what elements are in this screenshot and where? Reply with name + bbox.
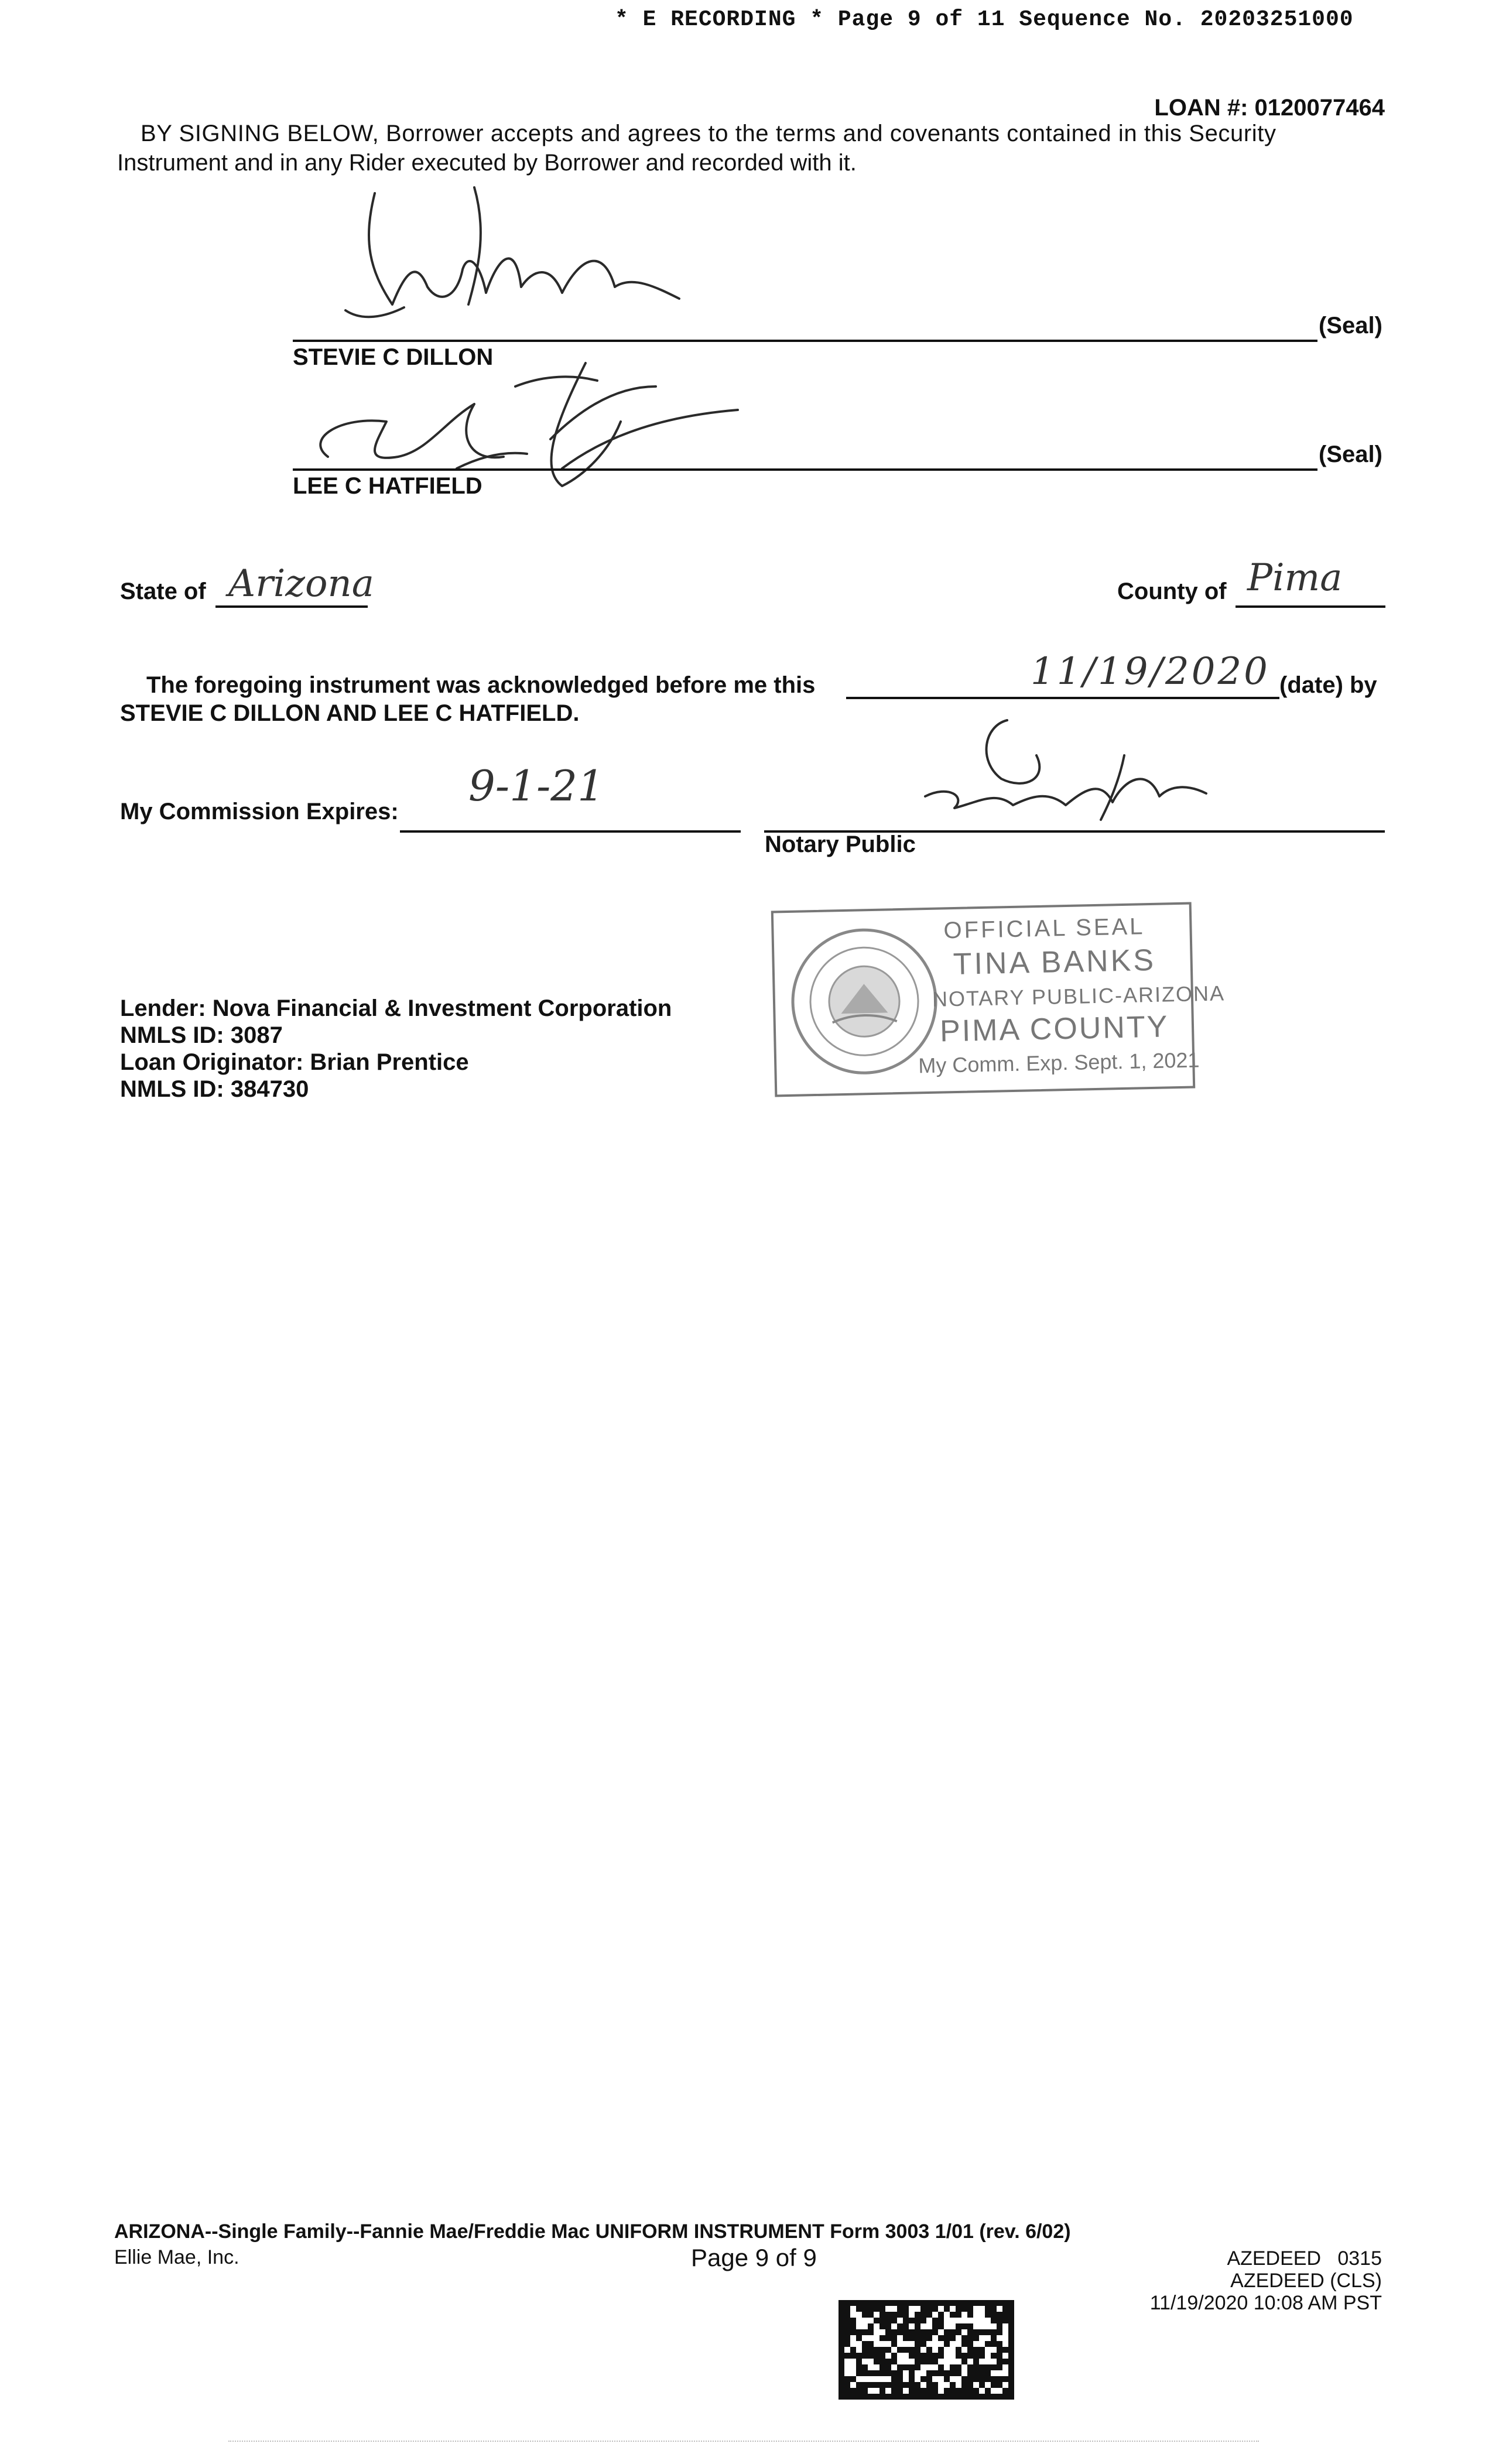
lender-nmls: NMLS ID: 3087: [120, 1022, 283, 1048]
county-label: County of: [1117, 579, 1227, 604]
commission-label: My Commission Expires:: [120, 799, 399, 824]
borrower-2-signature-line: [293, 468, 1317, 471]
acknowledgment-names: STEVIE C DILLON AND LEE C HATFIELD.: [120, 700, 580, 726]
footer-timestamp: 11/19/2020 10:08 AM PST: [1149, 2292, 1382, 2314]
acknowledgment-suffix: (date) by: [1279, 672, 1377, 698]
signing-paragraph-line1: BY SIGNING BELOW, Borrower accepts and agrees to the terms and covenants contained in this Security: [141, 121, 1276, 146]
acknowledgment-date: 11/19/2020: [1031, 650, 1270, 693]
acknowledgment-prefix: The foregoing instrument was acknowledged before me this: [146, 672, 816, 698]
footer-page-number: Page 9 of 9: [691, 2244, 817, 2271]
acknowledgment-date-line: [846, 697, 1279, 699]
borrower-1-seal: (Seal): [1319, 313, 1382, 338]
seal-line-county: PIMA COUNTY: [939, 1009, 1169, 1049]
state-value: Arizona: [228, 562, 374, 605]
lender-name: Lender: Nova Financial & Investment Corporation: [120, 995, 672, 1021]
notary-label: Notary Public: [765, 831, 916, 857]
borrower-2-signature: [293, 351, 820, 492]
notary-seal: [771, 902, 1226, 1097]
footer-publisher: Ellie Mae, Inc.: [114, 2246, 239, 2268]
seal-line-name: TINA BANKS: [953, 943, 1156, 982]
notary-signature: [913, 709, 1241, 826]
document-barcode: [839, 2300, 1014, 2400]
state-underline: [215, 605, 368, 608]
commission-underline: [400, 830, 741, 833]
seal-line-official: OFFICIAL SEAL: [943, 913, 1145, 944]
county-underline: [1236, 605, 1385, 608]
originator-nmls: NMLS ID: 384730: [120, 1076, 309, 1102]
loan-number: LOAN #: 0120077464: [1154, 95, 1385, 121]
borrower-1-signature: [328, 170, 773, 334]
footer-form-title: ARIZONA--Single Family--Fannie Mae/Freddie Mac UNIFORM INSTRUMENT Form 3003 1/01 (rev. 6/02): [114, 2220, 1071, 2243]
borrower-1-name: STEVIE C DILLON: [293, 344, 494, 370]
state-label: State of: [120, 579, 206, 604]
borrower-2-seal: (Seal): [1319, 442, 1382, 467]
scan-artifact-line: [228, 2441, 1259, 2442]
seal-line-title: NOTARY PUBLIC-ARIZONA: [932, 981, 1226, 1011]
borrower-1-signature-line: [293, 340, 1317, 342]
footer-code-1: AZEDEED 0315: [1227, 2247, 1382, 2270]
recording-header: * E RECORDING * Page 9 of 11 Sequence No. 20203251000: [615, 7, 1354, 32]
seal-line-expiry: My Comm. Exp. Sept. 1, 2021: [918, 1048, 1200, 1078]
borrower-2-name: LEE C HATFIELD: [293, 473, 482, 499]
loan-originator: Loan Originator: Brian Prentice: [120, 1049, 469, 1075]
footer-code-2: AZEDEED (CLS): [1230, 2270, 1382, 2292]
county-value: Pima: [1247, 556, 1343, 600]
signing-paragraph-line2: Instrument and in any Rider executed by Borrower and recorded with it.: [117, 150, 857, 176]
commission-value: 9-1-21: [468, 761, 604, 810]
